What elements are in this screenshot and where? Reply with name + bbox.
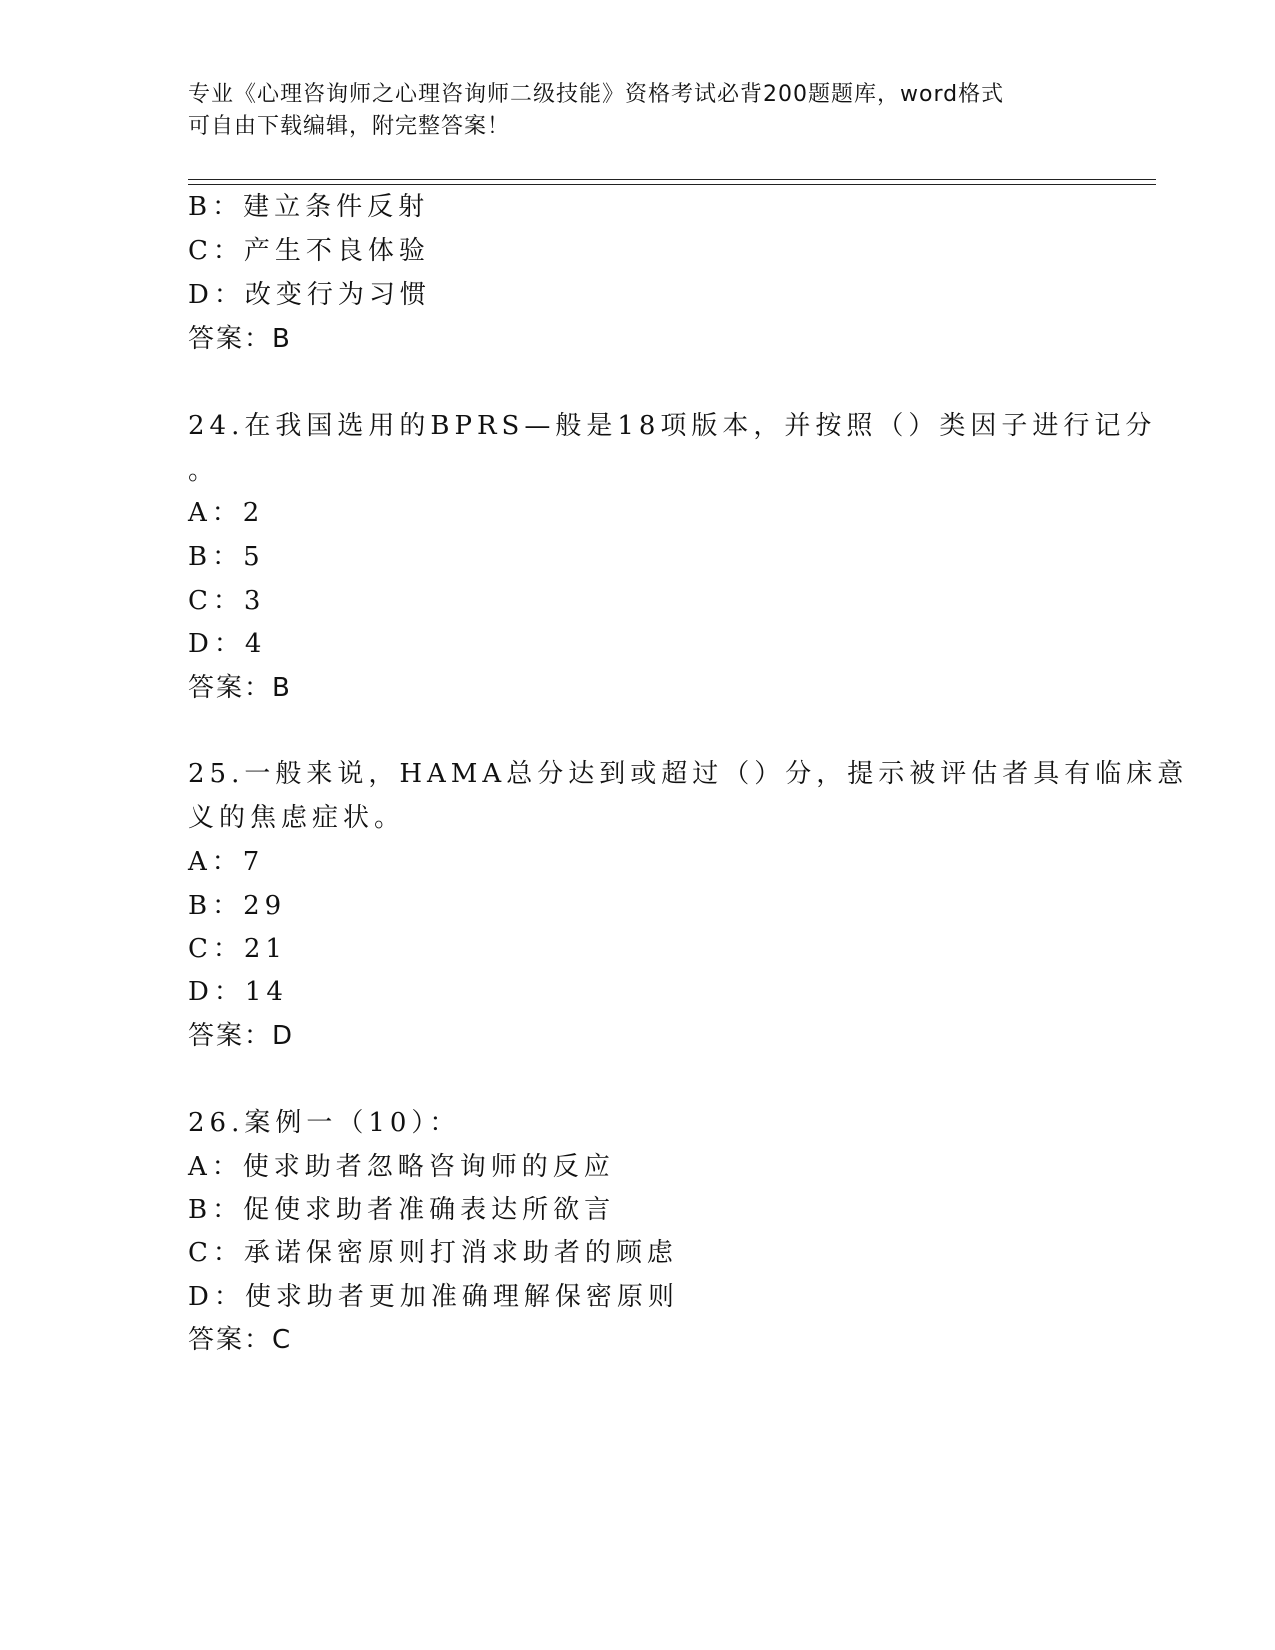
option-a: A：2 (188, 498, 265, 528)
header-line-1: 专业《心理咨询师之心理咨询师二级技能》资格考试必背200题题库，word格式 (188, 82, 1005, 107)
answer: 答案：B (188, 324, 292, 354)
option-d: D：使求助者更加准确理解保密原则 (188, 1282, 679, 1312)
question-stem: 26.案例一（10）： (188, 1108, 461, 1138)
option-d: D：4 (188, 629, 267, 659)
option-b: B：促使求助者准确表达所欲言 (188, 1195, 616, 1225)
header-line-2: 可自由下载编辑，附完整答案！ (188, 114, 511, 139)
option-c: C：承诺保密原则打消求助者的顾虑 (188, 1238, 678, 1268)
option-a: A：使求助者忽略咨询师的反应 (188, 1152, 615, 1182)
option-c: C：21 (188, 934, 287, 964)
question-stem-continued: 义的焦虑症状。 (188, 803, 406, 833)
question-stem: 24.在我国选用的BPRS—般是18项版本，并按照（）类因子进行记分 (188, 411, 1157, 441)
answer: 答案：D (188, 1021, 295, 1051)
question-stem-continued: 。 (188, 456, 220, 486)
header-divider-top (188, 179, 1156, 180)
option-d: D：改变行为习惯 (188, 280, 431, 310)
option-b: B：29 (188, 891, 287, 921)
option-b: B：建立条件反射 (188, 192, 430, 222)
header-divider-bottom (188, 184, 1156, 185)
option-c: C：3 (188, 586, 266, 616)
question-stem: 25.一般来说，HAMA总分达到或超过（）分，提示被评估者具有临床意 (188, 759, 1189, 789)
option-b: B：5 (188, 542, 265, 572)
option-a: A：7 (188, 847, 265, 877)
answer: 答案：B (188, 673, 292, 703)
option-c: C：产生不良体验 (188, 236, 430, 266)
answer: 答案：C (188, 1325, 293, 1355)
option-d: D：14 (188, 977, 288, 1007)
